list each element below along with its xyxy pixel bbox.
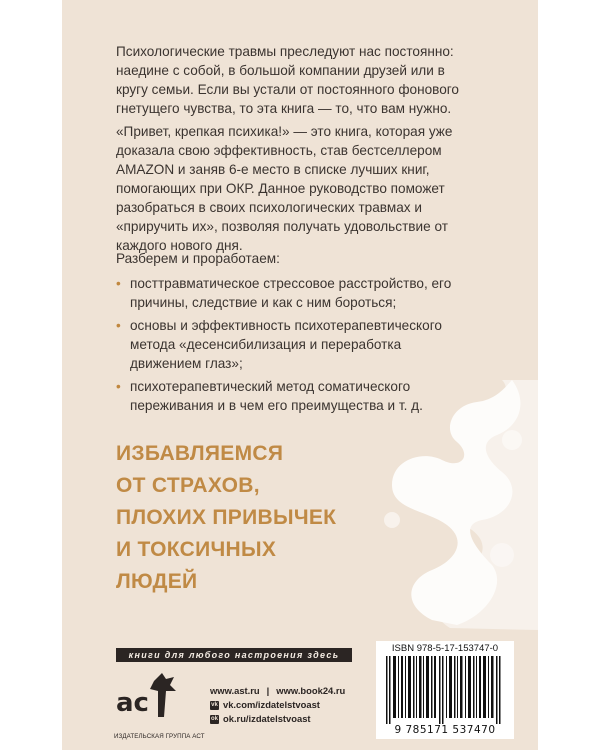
ok-icon: ok [210, 715, 218, 722]
series-tagline: книги для любого настроения здесь [116, 648, 352, 662]
link-ast[interactable]: www.ast.ru [210, 685, 260, 696]
vk-link-row[interactable] [210, 698, 345, 712]
link-vk[interactable]: vk.com/izdatelstvoast [223, 699, 320, 710]
smoke-illustration [362, 380, 538, 630]
bullet-icon: • [116, 318, 121, 333]
list-item: • основы и эффективность психотерапевтического метода «десенсибилизация и переработка движением глаз»; [116, 318, 442, 371]
link-book24[interactable]: www.book24.ru [276, 685, 346, 696]
list-item: • психотерапевтический метод соматического переживания и в чем его преимущества и т. д. [116, 379, 423, 413]
book-back-cover [62, 0, 538, 750]
description-paragraph-2: «Привет, крепкая психика!» — это книга, которая уже доказала свою эффективность, став бестселлером AMAZON и заняв 6-е место в списке лучших книг, помогающих при ОКР. Данное руководство поможет разобраться в своих психологических травмах и «приручить их», позволяя получать удовольствие от каждого нового дня. [116, 124, 453, 253]
topics-intro: Разберем и проработаем: [116, 251, 280, 266]
ast-logo-icon [116, 667, 186, 727]
description-paragraph-1: Психологические травмы преследуют нас постоянно: наедине с собой, в большой компании друзей или в кругу семьи. Если вы устали от постоянного фонового гнетущего чувства, то эта книга — то, что вам нужно. [116, 44, 459, 116]
vk-icon: vk [211, 701, 218, 708]
ok-link-row[interactable] [210, 712, 345, 726]
isbn-label: ISBN 978-5-17-153747-0 [391, 643, 499, 654]
bullet-icon: • [116, 276, 121, 291]
isbn-barcode-box [376, 641, 514, 739]
svg-text:ac: ac [116, 688, 149, 718]
link-ok[interactable]: ok.ru/izdatelstvoast [223, 713, 311, 724]
website-links: www.ast.ru | www.book24.ru [210, 685, 346, 696]
barcode-digits: 9 785171 537470 [394, 724, 496, 736]
bullet-icon: • [116, 379, 121, 394]
barcode-icon [382, 656, 508, 724]
list-item: • посттравматическое стрессовое расстройство, его причины, следствие и как с ним бороться; [116, 276, 452, 310]
publisher-links [210, 684, 345, 726]
ast-logo [116, 667, 186, 727]
publisher-caption: ИЗДАТЕЛЬСКАЯ ГРУППА АСТ [114, 733, 205, 740]
headline: ИЗБАВЛЯЕМСЯ ОТ СТРАХОВ, ПЛОХИХ ПРИВЫЧЕК И ТОКСИЧНЫХ ЛЮДЕЙ [116, 442, 337, 593]
